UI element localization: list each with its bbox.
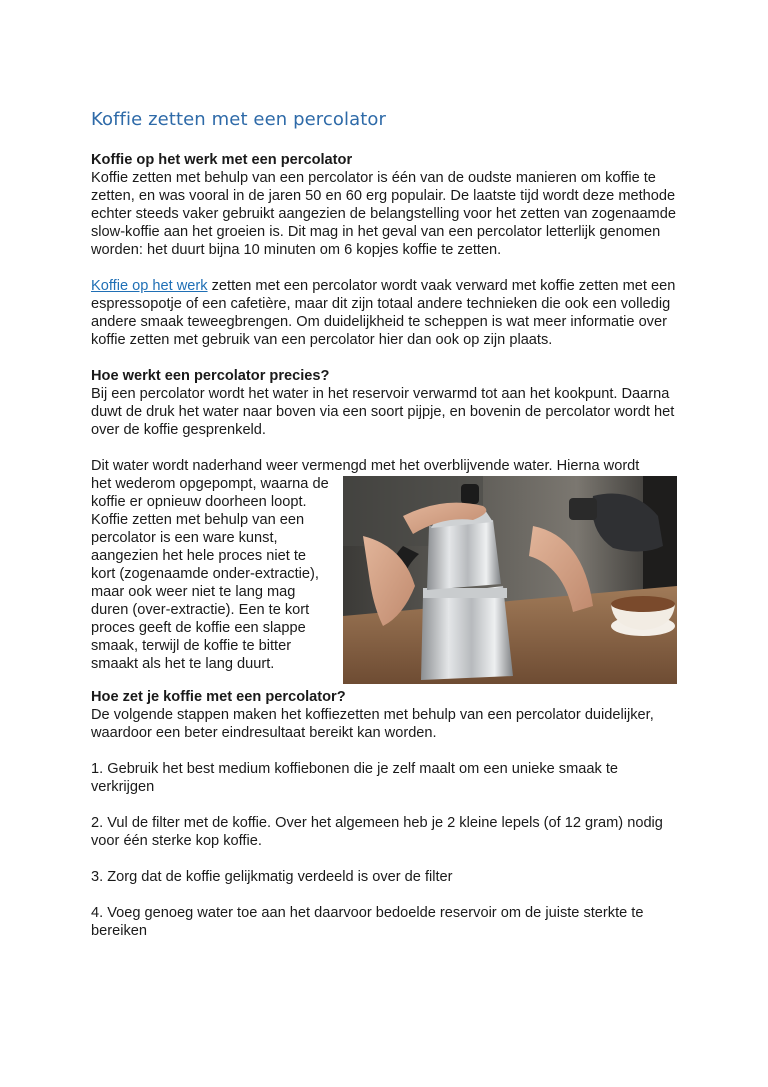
document-page — [91, 108, 677, 940]
paragraph-line: Dit water wordt naderhand weer vermengd met het overblijvende water. Hierna wordt — [91, 458, 640, 474]
list-item: 1. Gebruik het best medium koffiebonen die je zelf maalt om een unieke smaak te verkrijgen — [91, 761, 619, 795]
moka-pot-illustration — [343, 476, 677, 684]
percolator-photo — [343, 476, 677, 684]
steps-list — [91, 760, 677, 940]
section-body-hoe-werkt: Bij een percolator wordt het water in het reservoir verwarmd tot aan het kookpunt. Daarna duwt de druk het water naar boven via een soort pijpje, en bovenin de percolator wordt het over de koffie gesprenkeld. — [91, 386, 675, 438]
section-body-werk: Koffie zetten met behulp van een percolator is één van de oudste manieren om koffie te zetten, en was vooral in de jaren 50 en 60 erg populair. De laatste tijd wordt deze methode echter steeds vaker gebruikt aangezien de belangstelling voor het zetten van zogenaamde slow-koffie aan het groeien is. Dit mag in het geval van een percolator letterlijk genomen worden: het duurt bijna 10 minuten om 6 kopjes koffie te zetten. — [91, 170, 676, 258]
paragraph-werk-text: zetten met een percolator wordt vaak verward met koffie zetten met een espressopotje of een cafetière, maar dit zijn totaal andere technieken die ook een volledig andere smaak teweegbrengen. Om duidelijkheid te scheppen is wat meer informatie over koffie zetten met gebruik van een percolator hier dan ook op zijn plaats. — [91, 278, 676, 348]
section-heading-werk: Koffie op het werk met een percolator — [91, 152, 353, 168]
paragraph-extractie: het wederom opgepompt, waarna de koffie er opnieuw doorheen loopt. Koffie zetten met behulp van een percolator is een ware kunst, aangezien het hele proces niet te kort (zogenaamde onder-extractie), maar ook weer niet te lang mag duren (over-extractie). Een te kort proces geeft de koffie een slappe smaak, terwijl de koffie te bitter smaakt als het te lang duurt. — [91, 476, 329, 672]
list-item: 3. Zorg dat de koffie gelijkmatig verdeeld is over de filter — [91, 869, 453, 885]
page-title: Koffie zetten met een percolator — [91, 109, 387, 130]
section-heading-hoe-zet: Hoe zet je koffie met een percolator? — [91, 689, 346, 705]
section-body-hoe-zet: De volgende stappen maken het koffiezetten met behulp van een percolator duidelijker, waardoor een beter eindresultaat bereikt kan worden. — [91, 707, 654, 741]
list-item: 2. Vul de filter met de koffie. Over het algemeen heb je 2 kleine lepels (of 12 gram) nodig voor één sterke kop koffie. — [91, 815, 663, 849]
koffie-op-het-werk-link[interactable]: Koffie op het werk — [91, 278, 208, 294]
list-item: 4. Voeg genoeg water toe aan het daarvoor bedoelde reservoir om de juiste sterkte te bereiken — [91, 905, 644, 939]
section-heading-hoe-werkt: Hoe werkt een percolator precies? — [91, 368, 330, 384]
paragraph-werk-link — [91, 277, 677, 349]
